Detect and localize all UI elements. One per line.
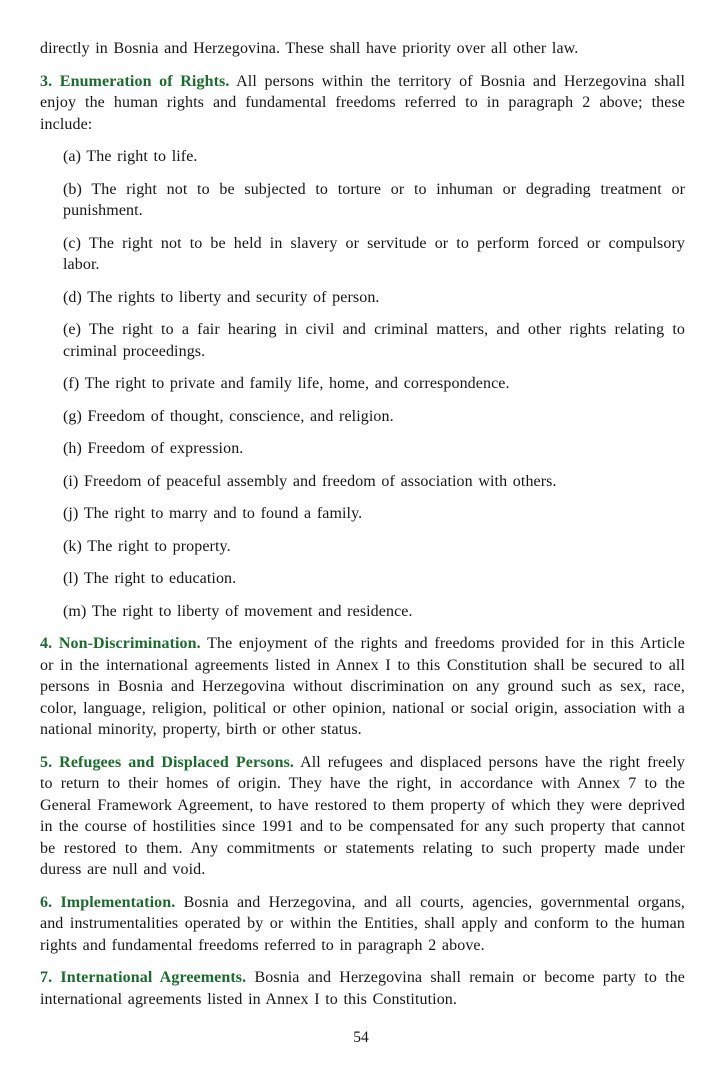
rights-item-l: (l) The right to education. bbox=[63, 570, 237, 587]
rights-item-e: (e) The right to a fair hearing in civil and criminal matters, and other rights relating to criminal proceedings. bbox=[63, 321, 685, 360]
rights-item-h: (h) Freedom of expression. bbox=[63, 440, 244, 457]
page-content bbox=[40, 38, 685, 1021]
section-international-agreements-heading: 7. International Agreements. bbox=[40, 969, 247, 986]
rights-item-a: (a) The right to life. bbox=[63, 148, 198, 165]
section-non-discrimination-body: The enjoyment of the rights and freedoms provided for in this Article or in the international agreements listed in Annex I to this Constitution shall be secured to all persons in Bosnia and Herzegovina without discrimination on any ground such as sex, race, color, language, religion, political or other opinion, national or social origin, association with a national minority, property, birth or other status. bbox=[40, 635, 685, 738]
section-enumeration-of-rights-body: All persons within the territory of Bosnia and Herzegovina shall enjoy the human rights and fundamental freedoms referred to in paragraph 2 above; these include: bbox=[40, 72, 686, 133]
rights-item-k: (k) The right to property. bbox=[63, 537, 231, 555]
rights-item-f: (f) The right to private and family life, home, and correspondence. bbox=[63, 375, 510, 392]
paragraph-intro: directly in Bosnia and Herzegovina. These shall have priority over all other law. bbox=[40, 40, 579, 57]
rights-item-i: (i) Freedom of peaceful assembly and freedom of association with others. bbox=[63, 472, 557, 490]
section-international-agreements-body: Bosnia and Herzegovina shall remain or become party to the international agreements listed in Annex I to this Constitution. bbox=[40, 969, 685, 1008]
section-non-discrimination bbox=[40, 633, 685, 741]
section-implementation-body: Bosnia and Herzegovina, and all courts, agencies, governmental organs, and instrumentalities operated by or within the Entities, shall apply and conform to the human rights and fundamental freedoms referred to in paragraph 2 above. bbox=[40, 893, 686, 954]
section-refugees-displaced-persons-heading: 5. Refugees and Displaced Persons. bbox=[40, 753, 294, 771]
rights-item-b: (b) The right not to be subjected to torture or to inhuman or degrading treatment or punishment. bbox=[63, 180, 685, 219]
section-refugees-displaced-persons bbox=[40, 752, 685, 881]
section-implementation-heading: 6. Implementation. bbox=[40, 893, 176, 911]
rights-item-d: (d) The rights to liberty and security of person. bbox=[63, 288, 380, 306]
rights-item-c: (c) The right not to be held in slavery or servitude or to perform forced or compulsory labor. bbox=[63, 234, 685, 273]
page-number: 54 bbox=[353, 1029, 369, 1046]
rights-item-m: (m) The right to liberty of movement and residence. bbox=[63, 602, 413, 620]
section-international-agreements bbox=[40, 967, 685, 1010]
section-implementation bbox=[40, 892, 685, 957]
section-enumeration-of-rights-heading: 3. Enumeration of Rights. bbox=[40, 72, 230, 90]
section-refugees-displaced-persons-body: All refugees and displaced persons have the right freely to return to their homes of origin. They have the right, in accordance with Annex 7 to the General Framework Agreement, to have restored to them property of which they were deprived in the course of hostilities since 1991 and to be compensated for any such property that cannot be restored to them. Any commitments or statements relating to such property made under duress are null and void. bbox=[40, 753, 685, 878]
section-non-discrimination-heading: 4. Non-Discrimination. bbox=[40, 635, 201, 652]
rights-item-j: (j) The right to marry and to found a family. bbox=[63, 505, 363, 522]
rights-item-g: (g) Freedom of thought, conscience, and religion. bbox=[63, 407, 394, 425]
section-enumeration-of-rights bbox=[40, 71, 685, 136]
